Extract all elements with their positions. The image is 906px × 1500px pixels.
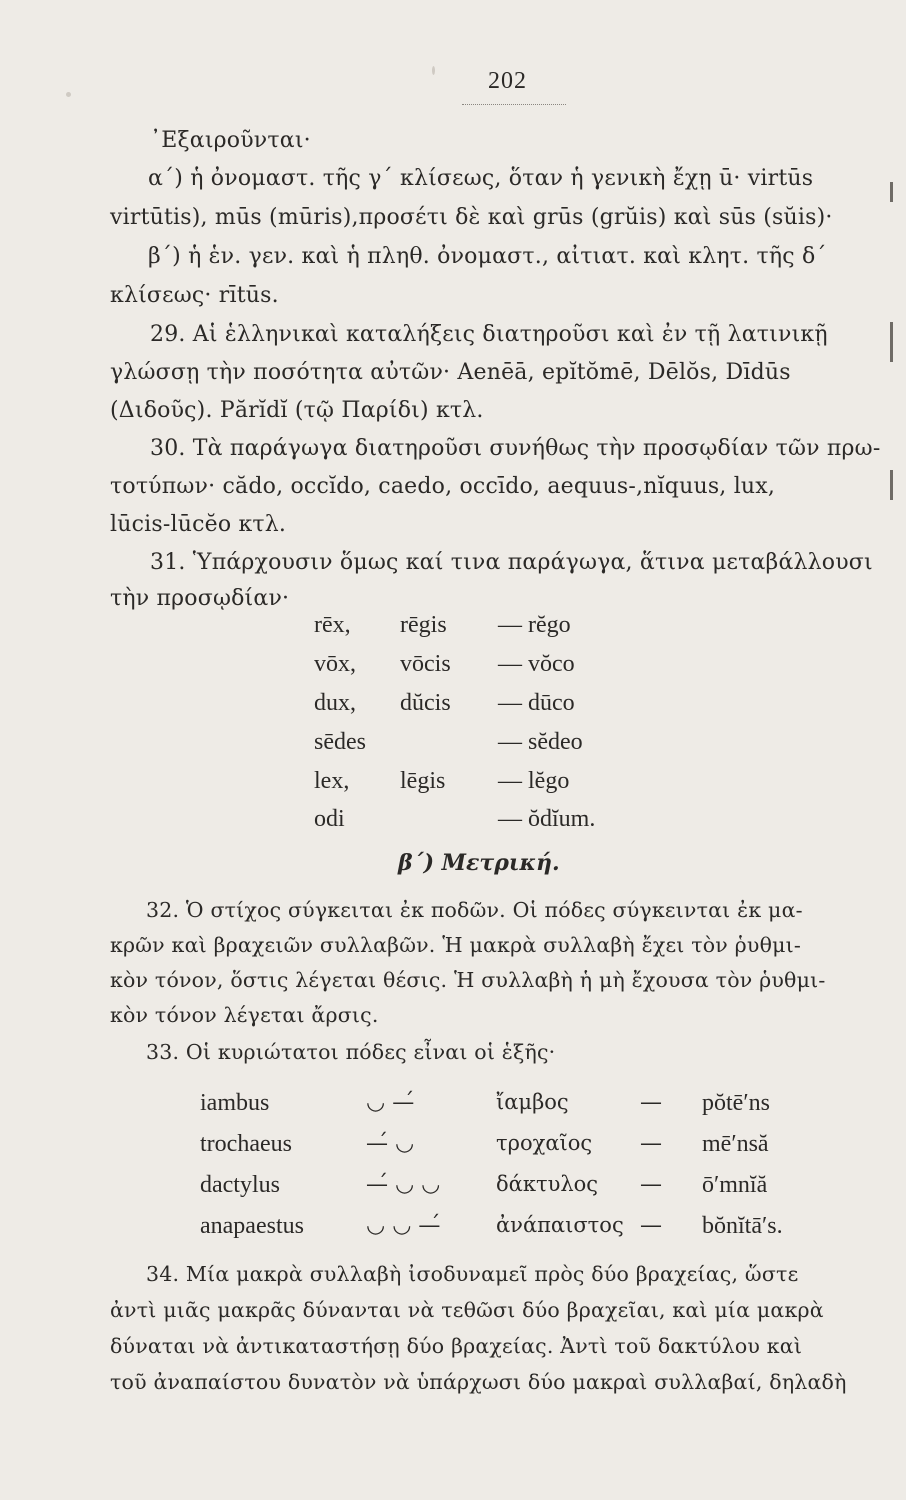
text-line: ἀντὶ μιᾶς μακρᾶς δύνανται νὰ τεθῶσι δύο βραχεῖαι, καὶ μία μακρὰ (110, 1298, 824, 1322)
meter-scheme: ◡ ◡ —́ (366, 1213, 441, 1238)
text-line: τοῦ ἀναπαίστου δυνατὸν νὰ ὑπάρχωσι δύο μακραὶ συλλαβαί, δηλαδὴ (110, 1370, 847, 1394)
derivative-gen: lēgis (400, 768, 446, 794)
derivative-result: — rĕgo (498, 612, 571, 638)
meter-example: pŏtē′ns (702, 1090, 770, 1116)
derivative-nom: vōx, (314, 651, 356, 677)
derivative-gen: rēgis (400, 612, 447, 638)
meter-example: bŏnĭtā′s. (702, 1213, 783, 1239)
text-line: δύναται νὰ ἀντικαταστήσῃ δύο βραχείας. Ἀντὶ τοῦ δακτύλου καὶ (110, 1334, 803, 1358)
derivative-gen: vōcis (400, 651, 451, 677)
meter-greek-name: ἀνάπαιστος (496, 1213, 624, 1237)
text-line: 31. Ὑπάρχουσιν ὅμως καί τινα παράγωγα, ἅτινα μεταβάλλουσι (150, 550, 873, 575)
derivative-nom: lex, (314, 768, 350, 794)
text-line: τοτύπων· cădo, occĭdo, caedo, occīdo, aequus-,nĭquus, lux, (110, 474, 776, 499)
meter-latin-name: dactylus (200, 1172, 280, 1198)
binding-edge-mark (890, 182, 893, 202)
exceptions-heading: ᾿Εξαιροῦνται· (150, 128, 311, 153)
meter-dash: — (640, 1131, 662, 1156)
meter-example: ō′mnĭă (702, 1172, 768, 1198)
derivative-result: — sĕdeo (498, 729, 583, 755)
meter-latin-name: iambus (200, 1090, 270, 1116)
page-number: 202 (488, 68, 527, 94)
text-line: κὸν τόνον, ὅστις λέγεται θέσις. Ἡ συλλαβὴ ἡ μὴ ἔχουσα τὸν ῥυθμι- (110, 968, 826, 992)
meter-latin-name: trochaeus (200, 1131, 292, 1157)
meter-dash: — (640, 1213, 662, 1238)
text-line: 34. Μία μακρὰ συλλαβὴ ἰσοδυναμεῖ πρὸς δύο βραχείας, ὥστε (146, 1262, 799, 1286)
meter-greek-name: δάκτυλος (496, 1172, 599, 1196)
text-line: α΄) ἡ ὀνομαστ. τῆς γ΄ κλίσεως, ὅταν ἡ γενικὴ ἔχῃ ū· virtūs (148, 166, 814, 191)
text-line: lūcis-lūcĕo κτλ. (110, 512, 287, 537)
derivative-result: — vŏco (498, 651, 575, 677)
text-line: β΄) ἡ ἑν. γεν. καὶ ἡ πληθ. ὀνομαστ., αἰτιατ. καὶ κλητ. τῆς δ΄ (148, 244, 827, 269)
text-line: (Διδοῦς). Părĭdĭ (τῷ Παρίδι) κτλ. (110, 398, 484, 423)
meter-dash: — (640, 1090, 662, 1115)
derivative-nom: odi (314, 806, 345, 832)
text-line: virtūtis), mūs (mūris),προσέτι δὲ καὶ grūs (grŭis) καὶ sūs (sŭis)· (110, 205, 833, 230)
text-line: 30. Τὰ παράγωγα διατηροῦσι συνήθως τὴν προσῳδίαν τῶν πρω- (150, 436, 881, 461)
derivative-result: — lĕgo (498, 768, 570, 794)
meter-scheme: ◡ —́ (366, 1090, 415, 1115)
text-line: 32. Ὁ στίχος σύγκειται ἐκ ποδῶν. Οἱ πόδες σύγκεινται ἐκ μα- (146, 898, 803, 922)
text-line: γλώσσῃ τὴν ποσότητα αὐτῶν· Aenēā, epĭtŏmē, Dēlŏs, Dīdūs (110, 360, 791, 385)
text-line: 33. Οἱ κυριώτατοι πόδες εἶναι οἱ ἑξῆς· (146, 1040, 556, 1064)
text-line: κλίσεως· rītūs. (110, 283, 279, 308)
binding-edge-mark (890, 322, 893, 362)
meter-scheme: —́ ◡ (366, 1131, 415, 1156)
derivative-nom: sēdes (314, 729, 366, 755)
meter-example: mē′nsă (702, 1131, 769, 1157)
section-heading: β΄) Μετρική. (398, 850, 560, 876)
derivative-result: — dūco (498, 690, 575, 716)
derivative-result: — ŏdĭum. (498, 806, 596, 832)
binding-edge-mark (890, 470, 893, 500)
text-line: κὸν τόνον λέγεται ἄρσις. (110, 1003, 379, 1027)
derivative-nom: rēx, (314, 612, 351, 638)
paper-speck (432, 66, 435, 75)
text-line: τὴν προσῳδίαν· (110, 586, 290, 611)
derivative-gen: dŭcis (400, 690, 451, 716)
meter-latin-name: anapaestus (200, 1213, 304, 1239)
meter-greek-name: ἴαμβος (496, 1090, 569, 1114)
text-line: 29. Αἱ ἑλληνικαὶ καταλήξεις διατηροῦσι καὶ ἐν τῇ λατινικῇ (150, 322, 828, 347)
header-rule (462, 104, 566, 105)
derivative-nom: dux, (314, 690, 356, 716)
paper-speck (66, 92, 71, 97)
meter-scheme: —́ ◡ ◡ (366, 1172, 441, 1197)
meter-greek-name: τροχαῖος (496, 1131, 593, 1155)
meter-dash: — (640, 1172, 662, 1197)
text-line: κρῶν καὶ βραχειῶν συλλαβῶν. Ἡ μακρὰ συλλαβὴ ἔχει τὸν ῥυθμι- (110, 933, 802, 957)
